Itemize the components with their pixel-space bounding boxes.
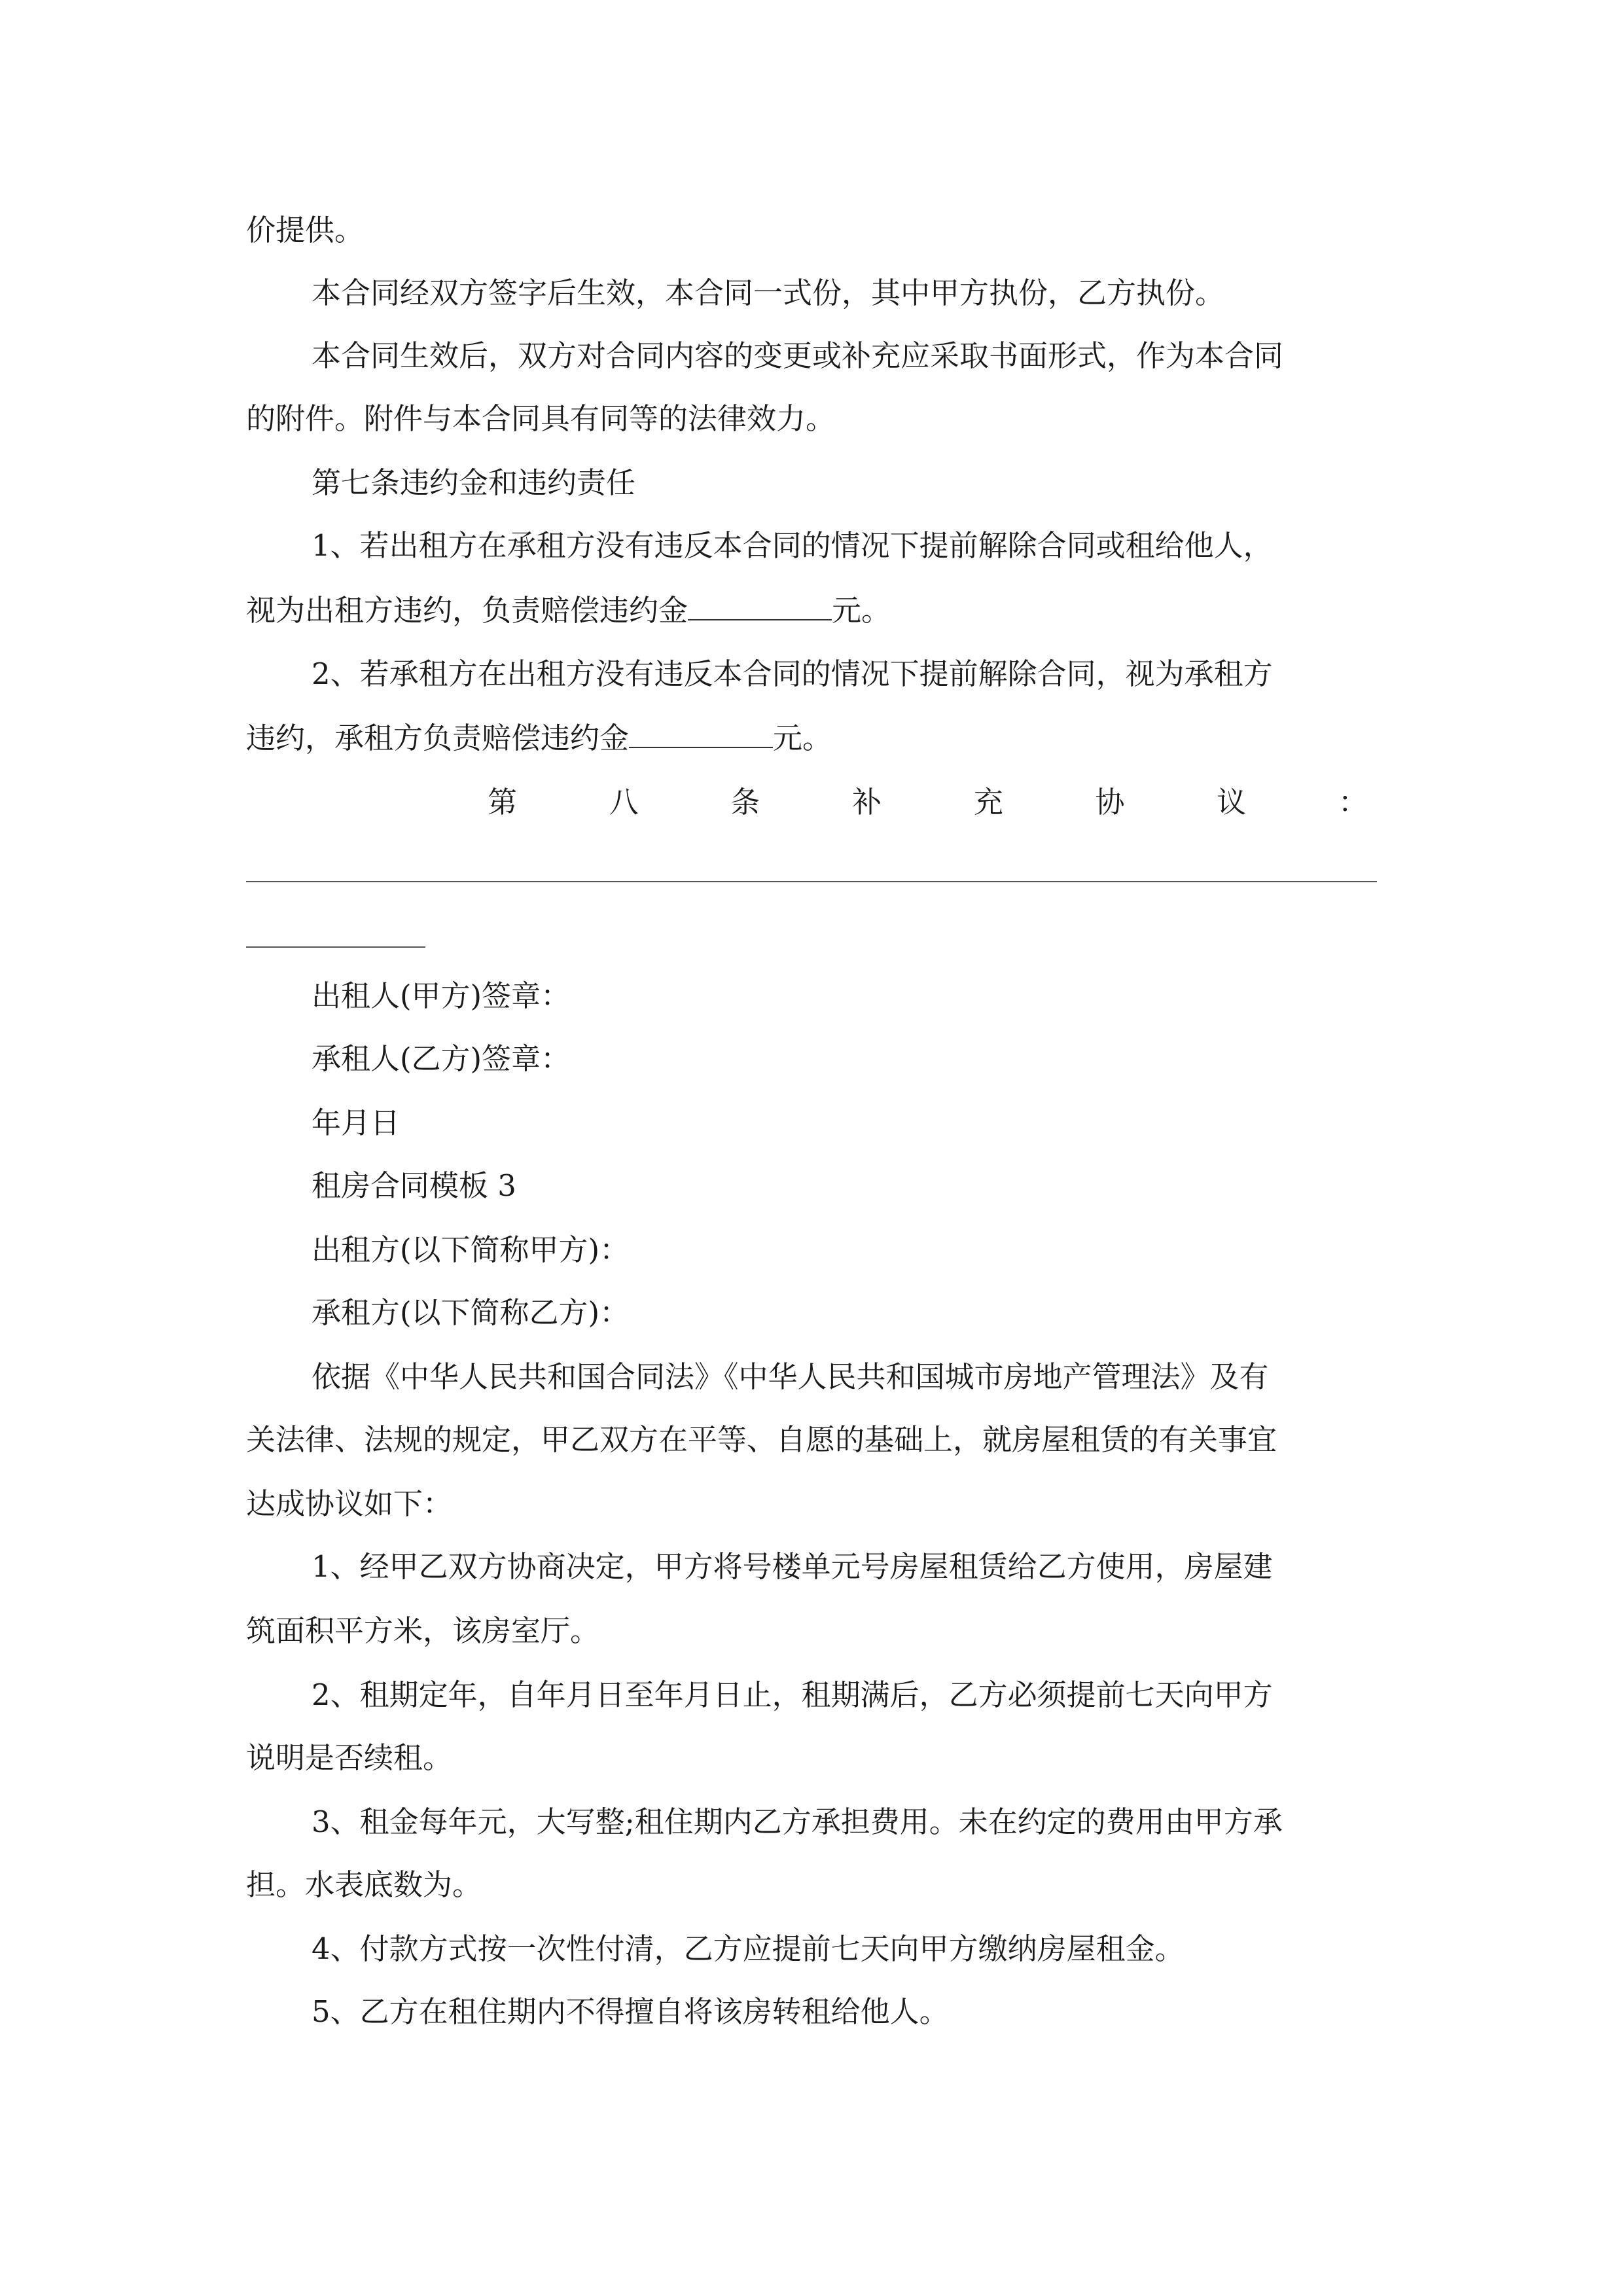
- article7-clause2-line2: [246, 718, 1377, 758]
- clause2-line2: 说明是否续租。: [246, 1740, 453, 1775]
- template-title: 租房合同模板 3: [312, 1168, 516, 1203]
- penalty-amount-blank: [629, 718, 773, 748]
- article8-char: 协: [1095, 785, 1125, 819]
- supplement-blank-line-short: [246, 946, 425, 948]
- clause2-text: 违约，承租方负责赔偿违约金: [246, 721, 630, 755]
- basis-line1: 依据《中华人民共和国合同法》《中华人民共和国城市房地产管理法》及有: [312, 1359, 1269, 1394]
- penalty-amount-blank: [688, 590, 832, 620]
- clause2-unit: 元。: [773, 721, 832, 755]
- article8-title: [488, 783, 1368, 822]
- article8-char: 议: [1217, 785, 1247, 819]
- paragraph-effect: 本合同经双方签字后生效，本合同一式份，其中甲方执份，乙方执份。: [312, 276, 1225, 310]
- article8-char: ：: [1338, 785, 1368, 819]
- clause3-line1: 3、租金每年元，大写整;租住期内乙方承担费用。未在约定的费用由甲方承: [312, 1804, 1283, 1839]
- article8-char: 八: [609, 785, 639, 819]
- clause1-line2: 筑面积平方米，该房室厅。: [246, 1613, 600, 1648]
- article8-char: 条: [730, 785, 760, 819]
- article8-char: 第: [488, 785, 518, 819]
- signature-lessee: 承租人(乙方)签章：: [312, 1041, 571, 1076]
- paragraph-continuation: 价提供。: [246, 213, 365, 247]
- clause5: 5、乙方在租住期内不得擅自将该房转租给他人。: [312, 1994, 949, 2029]
- paragraph-amendment-line2: 的附件。附件与本合同具有同等的法律效力。: [246, 401, 836, 436]
- article7-clause2-line1: 2、若承租方在出租方没有违反本合同的情况下提前解除合同，视为承租方: [312, 656, 1273, 691]
- party-lessee: 承租方(以下简称乙方)：: [312, 1295, 630, 1330]
- article8-char: 补: [852, 785, 882, 819]
- clause1-text: 视为出租方违约，负责赔偿违约金: [246, 593, 688, 628]
- clause4: 4、付款方式按一次性付清，乙方应提前七天向甲方缴纳房屋租金。: [312, 1931, 1185, 1966]
- article7-clause1-line1: 1、若出租方在承租方没有违反本合同的情况下提前解除合同或租给他人，: [312, 528, 1273, 563]
- basis-line2: 关法律、法规的规定，甲乙双方在平等、自愿的基础上，就房屋租赁的有关事宜: [246, 1422, 1277, 1457]
- article7-title: 第七条违约金和违约责任: [312, 465, 636, 500]
- basis-line3: 达成协议如下：: [246, 1486, 453, 1521]
- article8-char: 充: [973, 785, 1003, 819]
- clause3-line2: 担。水表底数为。: [246, 1867, 482, 1902]
- clause1-unit: 元。: [832, 593, 891, 628]
- clause2-line1: 2、租期定年，自年月日至年月日止，租期满后，乙方必须提前七天向甲方: [312, 1677, 1273, 1712]
- paragraph-amendment-line1: 本合同生效后，双方对合同内容的变更或补充应采取书面形式，作为本合同: [312, 338, 1284, 373]
- supplement-blank-line: [246, 881, 1377, 882]
- article7-clause1-line2: [246, 590, 1377, 630]
- signature-date: 年月日: [312, 1105, 401, 1140]
- party-lessor: 出租方(以下简称甲方)：: [312, 1232, 630, 1267]
- signature-lessor: 出租人(甲方)签章：: [312, 978, 571, 1013]
- clause1-line1: 1、经甲乙双方协商决定，甲方将号楼单元号房屋租赁给乙方使用，房屋建: [312, 1549, 1273, 1584]
